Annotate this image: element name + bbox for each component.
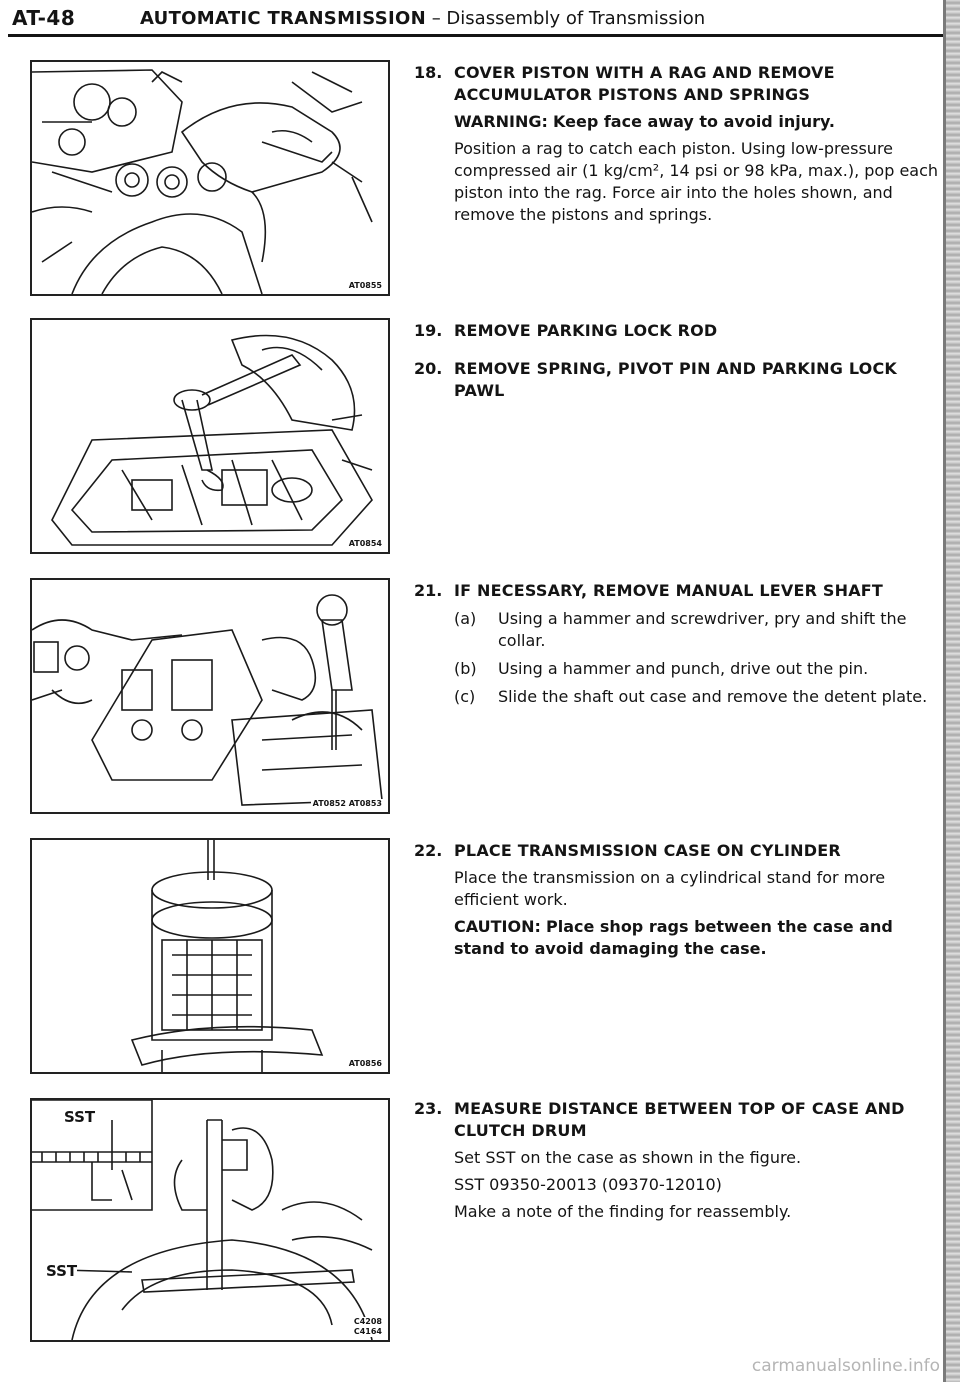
section-title-main: AUTOMATIC TRANSMISSION [140, 8, 426, 29]
sst-label-main: SST [46, 1262, 78, 1280]
figure-code: AT0856 [348, 1059, 382, 1068]
step-line: Make a note of the finding for reassembly. [454, 1202, 792, 1221]
step-heading-line: ACCUMULATOR PISTONS AND SPRINGS [454, 85, 811, 104]
figure-code: C4164 [353, 1327, 382, 1336]
figure-transmission-on-cylinder [30, 838, 390, 1074]
caution-text: Place shop rags between the case and stand to avoid damaging the case. [454, 917, 893, 958]
warning-text: Keep face away to avoid injury. [553, 112, 836, 131]
step-heading-line: CLUTCH DRUM [454, 1121, 587, 1140]
figure-measure-distance [30, 1098, 390, 1342]
substep-label: (a) [454, 609, 477, 628]
step-20 [414, 358, 944, 402]
sst-label-inset: SST [64, 1108, 96, 1126]
scanned-page-edge [946, 0, 960, 1382]
watermark: carmanualsonline.info [751, 1356, 940, 1376]
illustration-ratchet-on-case [32, 320, 388, 552]
page-number: AT-48 [12, 6, 76, 30]
figure-code: AT0855 [348, 281, 382, 290]
step-body: Place the transmission on a cylindrical stand for more efficient work. [454, 868, 886, 909]
figure-codes [352, 1317, 384, 1337]
step-number: 19. [414, 321, 443, 340]
substep-b [454, 658, 944, 680]
substep-text: Using a hammer and punch, drive out the pin. [498, 659, 869, 678]
figure-code: AT0852 AT0853 [312, 799, 382, 808]
step-number: 21. [414, 581, 443, 600]
warning-note [454, 111, 944, 133]
caution-note [454, 916, 944, 960]
step-heading: REMOVE PARKING LOCK ROD [454, 321, 718, 340]
step-19 [414, 320, 944, 342]
step-number: 20. [414, 359, 443, 378]
substep-label: (c) [454, 687, 476, 706]
caution-label: CAUTION: [454, 917, 541, 936]
step-heading [454, 62, 944, 106]
section-title-sub: – Disassembly of Transmission [431, 8, 706, 29]
figure-manual-lever-shaft [30, 578, 390, 814]
header-rule [8, 34, 945, 37]
step-line: SST 09350-20013 (09370-12010) [454, 1175, 722, 1194]
figure-code: C4208 [353, 1317, 382, 1326]
illustration-air-gun-on-valve-body [32, 62, 388, 294]
step-body: Position a rag to catch each piston. Using low-pressure compressed air (1 kg/cm², 14 psi or 98 kPa, max.), pop each piston into the rag. Force air into the holes shown, and remove the pistons and springs. [454, 139, 939, 224]
step-23 [414, 1098, 944, 1223]
step-number: 18. [414, 63, 443, 82]
figure-accumulator-pistons [30, 60, 390, 296]
step-18 [414, 62, 944, 226]
substep-c [454, 686, 944, 708]
page-header [0, 0, 945, 40]
figure-parking-lock [30, 318, 390, 554]
illustration-caliper-measurement [32, 1100, 388, 1340]
step-line: Set SST on the case as shown in the figure. [454, 1148, 802, 1167]
substep-a [454, 608, 944, 652]
step-heading: IF NECESSARY, REMOVE MANUAL LEVER SHAFT [454, 581, 884, 600]
substep-label: (b) [454, 659, 477, 678]
section-title [140, 8, 705, 29]
step-heading-line: MEASURE DISTANCE BETWEEN TOP OF CASE AND [454, 1099, 905, 1118]
illustration-hammer-and-punch [32, 580, 388, 812]
figure-code: AT0854 [348, 539, 382, 548]
step-heading-line: COVER PISTON WITH A RAG AND REMOVE [454, 63, 835, 82]
warning-label: WARNING: [454, 112, 548, 131]
step-heading: PLACE TRANSMISSION CASE ON CYLINDER [454, 841, 841, 860]
step-heading: REMOVE SPRING, PIVOT PIN AND PARKING LOCK PAWL [454, 359, 898, 400]
substep-text: Slide the shaft out case and remove the detent plate. [498, 687, 928, 706]
step-22 [414, 840, 944, 960]
step-21 [414, 580, 944, 708]
illustration-case-on-stand [32, 840, 388, 1072]
substep-text: Using a hammer and screwdriver, pry and shift the collar. [498, 609, 907, 650]
step-number: 23. [414, 1099, 443, 1118]
step-number: 22. [414, 841, 443, 860]
step-heading [454, 1098, 944, 1142]
